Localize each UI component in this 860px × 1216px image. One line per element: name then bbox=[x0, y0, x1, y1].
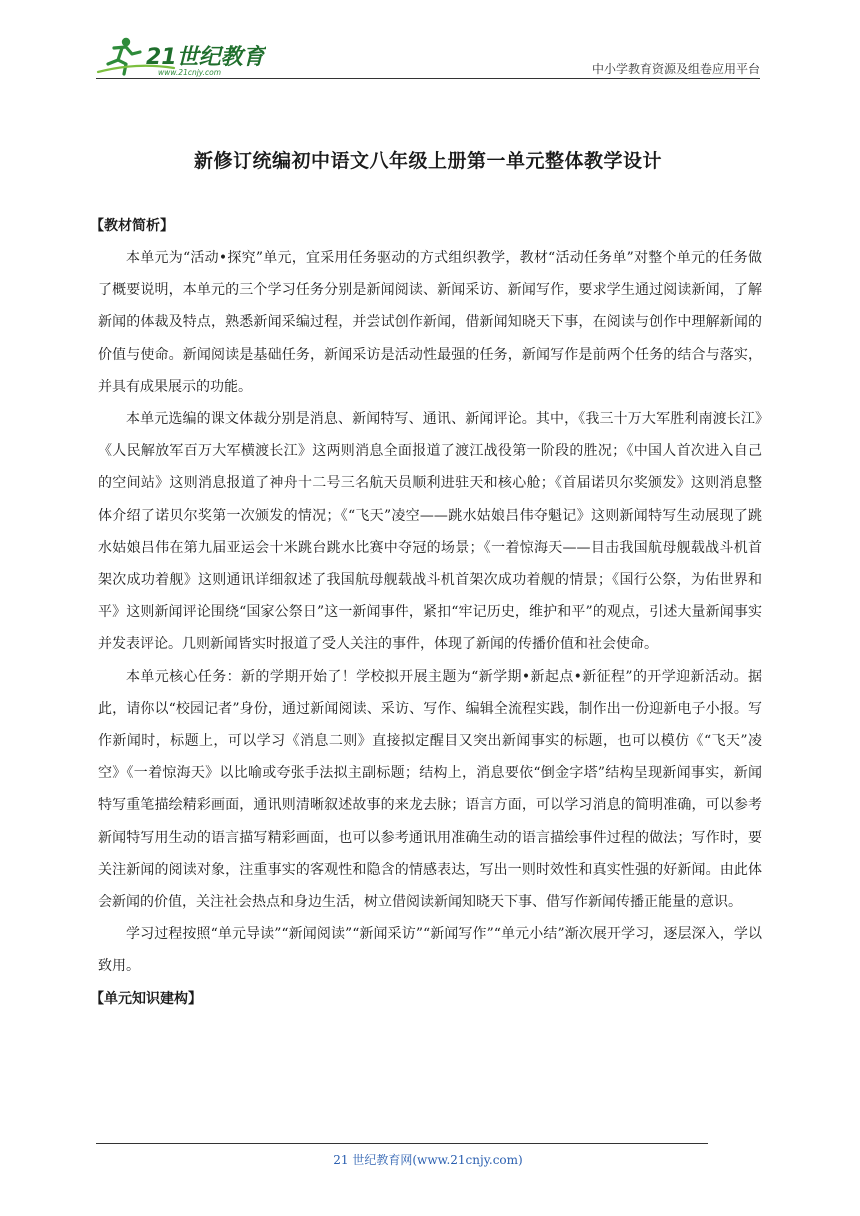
svg-text:21世纪教育: 21世纪教育 bbox=[146, 45, 265, 70]
platform-label: 中小学教育资源及组卷应用平台 bbox=[591, 62, 760, 76]
site-logo[interactable] bbox=[96, 34, 266, 78]
document-body bbox=[90, 210, 762, 1015]
header-divider bbox=[96, 78, 760, 79]
paragraph: 学习过程按照“单元导读”“新闻阅读”“新闻采访”“新闻写作”“单元小结”渐次展开学习，逐层深入，学以致用。 bbox=[98, 926, 762, 975]
svg-text:www.21cnjy.com: www.21cnjy.com bbox=[158, 68, 222, 77]
page-header bbox=[96, 30, 760, 80]
footer-link[interactable]: 21 世纪教育网(www.21cnjy.com) bbox=[333, 1153, 523, 1167]
section-heading-textbook-analysis: 【教材简析】 bbox=[90, 218, 174, 234]
paragraph: 本单元为“活动•探究”单元，宜采用任务驱动的方式组织教学，教材“活动任务单”对整个单元的任务做了概要说明，本单元的三个学习任务分别是新闻阅读、新闻采访、新闻写作，要求学生通过阅读新闻，了解新闻的体裁及特点，熟悉新闻采编过程，并尝试创作新闻，借新闻知晓天下事，在阅读与创作中理解新闻的价值与使命。新闻阅读是基础任务，新闻采访是活动性最强的任务，新闻写作是前两个任务的结合与落实，并具有成果展示的功能。 bbox=[98, 250, 762, 395]
document-title: 新修订统编初中语文八年级上册第一单元整体教学设计 bbox=[193, 150, 662, 172]
paragraph: 本单元核心任务：新的学期开始了！学校拟开展主题为“新学期•新起点•新征程”的开学迎新活动。据此，请你以“校园记者”身份，通过新闻阅读、采访、写作、编辑全流程实践，制作出一份迎新电子小报。写作新闻时，标题上，可以学习《消息二则》直接拟定醒目又突出新闻事实的标题，也可以模仿《“飞天”凌空》《一着惊海天》以比喻或夸张手法拟主副标题；结构上，消息要依“倒金字塔”结构呈现新闻事实，新闻特写重笔描绘精彩画面，通讯则清晰叙述故事的来龙去脉；语言方面，可以学习消息的简明准确，可以参考新闻特写用生动的语言描写精彩画面，也可以参考通讯用准确生动的语言描绘事件过程的做法；写作时，要关注新闻的阅读对象，注重事实的客观性和隐含的情感表达，写出一则时效性和真实性强的好新闻。由此体会新闻的价值，关注社会热点和身边生活，树立借阅读新闻知晓天下事、借写作新闻传播正能量的意识。 bbox=[98, 668, 762, 911]
paragraph: 本单元选编的课文体裁分别是消息、新闻特写、通讯、新闻评论。其中，《我三十万大军胜利南渡长江》《人民解放军百万大军横渡长江》这两则消息全面报道了渡江战役第一阶段的胜况；《中国人首次进入自己的空间站》这则消息报道了神舟十二号三名航天员顺利进驻天和核心舱；《首届诺贝尔奖颁发》这则消息整体介绍了诺贝尔奖第一次颁发的情况；《“飞天”凌空——跳水姑娘吕伟夺魁记》这则新闻特写生动展现了跳水姑娘吕伟在第九届亚运会十米跳台跳水比赛中夺冠的场景；《一着惊海天——目击我国航母舰载战斗机首架次成功着舰》这则通讯详细叙述了我国航母舰载战斗机首架次成功着舰的情景；《国行公祭，为佑世界和平》这则新闻评论围绕“国家公祭日”这一新闻事件，紧扣“牢记历史，维护和平”的观点，引述大量新闻事实并发表评论。几则新闻皆实时报道了受人关注的事件，体现了新闻的传播价值和社会使命。 bbox=[98, 411, 762, 653]
footer-divider bbox=[96, 1143, 708, 1144]
section-heading-knowledge-structure: 【单元知识建构】 bbox=[90, 990, 202, 1007]
